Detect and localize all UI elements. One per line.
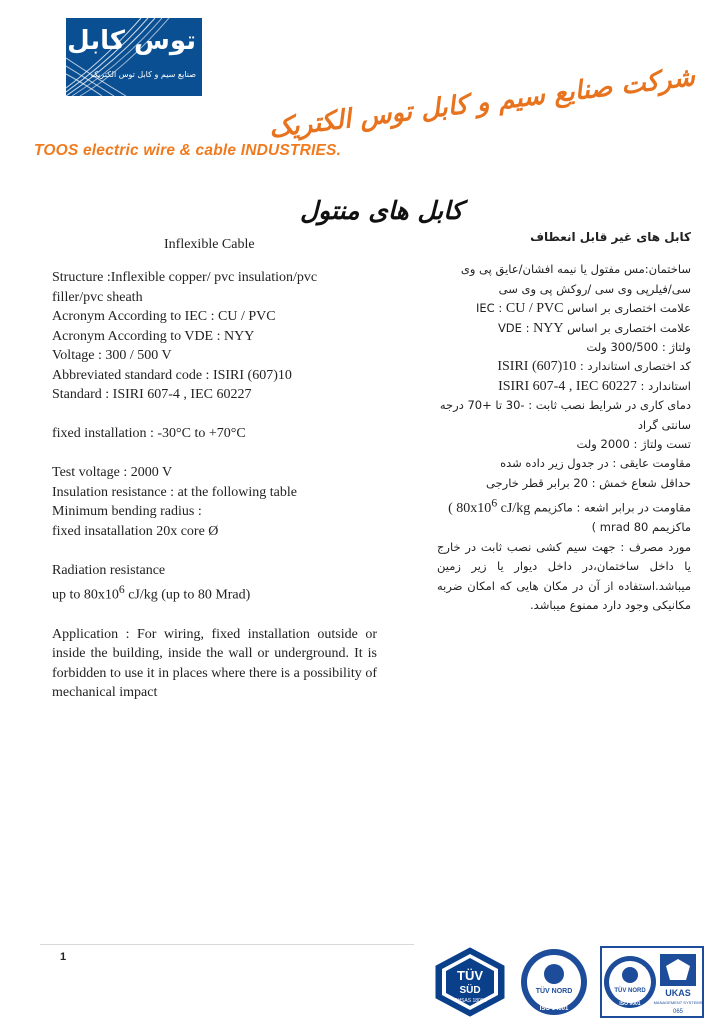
cert2-bottom: ISO 14001 (539, 1006, 569, 1012)
persian-standard (437, 377, 691, 396)
persian-voltage: ولتاژ : 300/500 ولت (586, 340, 691, 355)
radiation-value-unit: cJ/kg (up to 80 Mrad) (124, 587, 251, 603)
radiation-resistance-label: Radiation resistance (52, 562, 166, 578)
application: Application : For wiring, fixed installation outside or inside the building, inside the wall or underground. It is forbidden to use it in places where there is a possibility of mechanical impact (52, 626, 377, 701)
persian-standard-label: استاندارد : (636, 378, 691, 393)
test-voltage: Test voltage : 2000 V (52, 465, 173, 480)
cert2-main: TÜV NORD (535, 988, 573, 995)
persian-abbrev-value: ISIRI (607)10 (497, 359, 577, 375)
persian-structure: ساختمان:مس مفتول یا نیمه افشان/عایق پی وی سی/فیلرپی وی سی /روکش پی وی سی (460, 262, 691, 296)
tuv-nord-iso14001-certificate (516, 946, 592, 1018)
footer-divider (40, 944, 414, 945)
persian-radiation-value (448, 496, 531, 516)
cert3-main: TÜV NORD (614, 988, 646, 994)
cert4-code: 065 (672, 1009, 684, 1015)
logo-name: توس کابل (67, 26, 196, 56)
persian-iec-value: CU / PVC (505, 301, 564, 317)
tuv-sud-certificate (432, 946, 508, 1018)
acronym-iec: Acronym According to IEC : CU / PVC (52, 309, 276, 324)
persian-temperature: دمای کاری در شرایط نصب ثابت : -30 تا +70 درجه سانتی گراد (439, 398, 691, 432)
persian-vde-label: علامت اختصاری بر اساس VDE : (497, 320, 691, 335)
persian-radiation-exp: 6 (491, 496, 498, 510)
persian-radiation-base: ( 80x10 (448, 500, 492, 516)
radiation-value-exp: 6 (118, 583, 125, 596)
radiation-resistance-value (52, 580, 377, 605)
fixed-installation-temp: fixed installation : -30°C to +70°C (52, 426, 246, 441)
persian-radiation-label: مقاومت در برابر اشعه : ماکزیمم (530, 500, 691, 515)
persian-abbrev (437, 357, 691, 376)
persian-test-voltage: تست ولتاژ : 2000 ولت (576, 437, 691, 452)
structure-line-1: Structure :Inflexible copper/ pvc insulation/pvc (52, 270, 318, 285)
persian-insulation: مقاومت عایقی : در جدول زیر داده شده (500, 456, 691, 471)
persian-standard-value: ISIRI 607-4 , IEC 60227 (498, 378, 637, 394)
insulation-resistance: Insulation resistance : at the following table (52, 484, 297, 500)
persian-radiation-unit: cJ/kg (497, 500, 531, 516)
company-logo (66, 18, 202, 96)
english-spec-column (52, 268, 377, 703)
abbreviated-code: Abbreviated standard code : ISIRI (607)10 (52, 367, 292, 383)
persian-iec (437, 299, 691, 318)
voltage: Voltage : 300 / 500 V (52, 348, 172, 363)
logo-subtitle: صنایع سیم و کابل توس الکتریک (90, 70, 196, 79)
acronym-vde: Acronym According to VDE : NYY (52, 328, 255, 344)
tuv-nord-iso9001-ukas-certificate (600, 946, 704, 1018)
title-persian: کابل های منتول (300, 196, 463, 225)
persian-radiation (437, 493, 691, 518)
cert1-top: TÜV (457, 968, 483, 983)
persian-spec-column (437, 228, 691, 615)
min-bending-radius: Minimum bending radius : (52, 504, 202, 519)
persian-iec-label: علامت اختصاری بر اساس IEC : (476, 301, 691, 316)
persian-vde (437, 319, 691, 338)
persian-bending: حداقل شعاع خمش : 20 برابر قطر خارجی (485, 475, 691, 490)
radiation-value-base: up to 80x10 (52, 587, 119, 603)
persian-vde-value: NYY (533, 320, 564, 336)
cert4-sub: MANAGEMENT SYSTEMS (653, 1000, 703, 1005)
persian-abbrev-label: کد اختصاری استاندارد : (576, 359, 691, 374)
company-name-persian: شرکت صنایع سیم و کابل توس الکتریک (267, 62, 697, 145)
standard: Standard : ISIRI 607-4 , IEC 60227 (52, 387, 252, 402)
cert3-bottom: ISO 9001 (619, 1001, 641, 1007)
title-english: Inflexible Cable (164, 237, 255, 252)
structure-line-2: filler/pvc sheath (52, 289, 143, 305)
cert1-main: SÜD (459, 985, 481, 996)
company-name-english: TOOS electric wire & cable INDUSTRIES. (34, 142, 342, 159)
persian-heading: کابل های غیر قابل انعطاف (530, 230, 691, 244)
fixed-insatallation: fixed insatallation 20x core Ø (52, 523, 219, 539)
cert4-main: UKAS (665, 988, 691, 998)
page-number: 1 (60, 951, 67, 963)
persian-usage: مورد مصرف : جهت سیم کشی نصب ثابت در خارج یا داخل ساختمان،در داخل دیوار یا زیر زمین میباشد.استفاده از آن در مکان هایی که امکان ضربه مکانیکی وجود دارد ممنوع میباشد. (437, 539, 691, 612)
cert1-bottom: OHSAS 18001 (453, 998, 487, 1004)
persian-radiation-line2: ماکزیمم 80 mrad ) (591, 520, 691, 535)
